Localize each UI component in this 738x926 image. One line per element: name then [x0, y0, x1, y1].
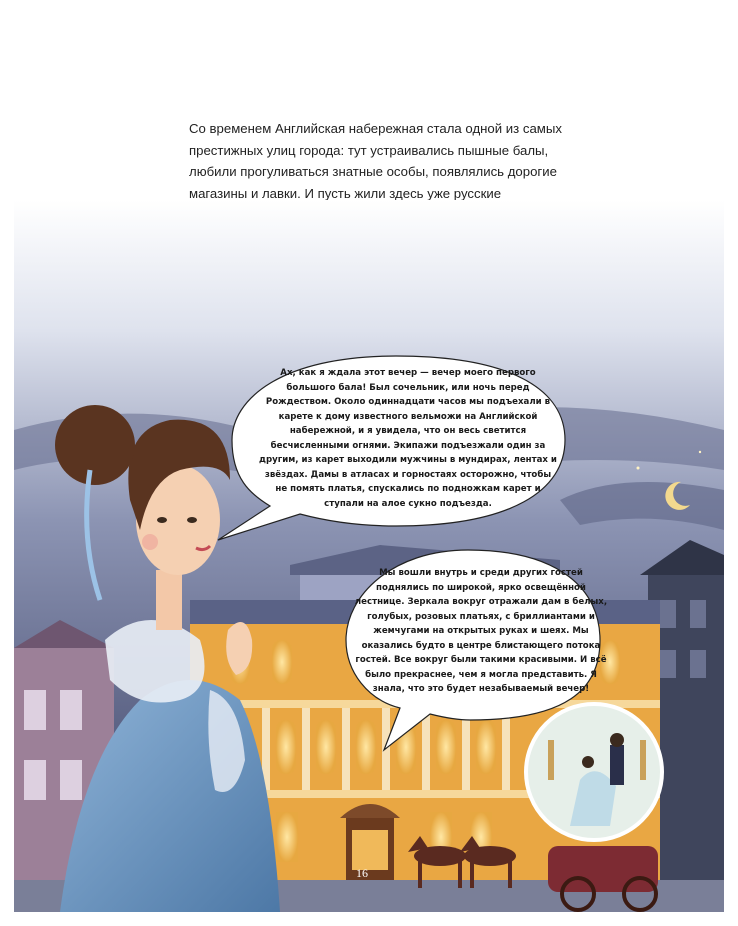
illustration	[14, 200, 724, 912]
speech-text-2: Мы вошли внутрь и среди других гостей поднялись по широкой, ярко освещённой лестнице. Зеркала вокруг отражали дам в белых, голубых, розовых платьях, с бриллиантами и жемчугами на открытых руках и шеях. Мы оказались будто в центре блистающего потока гостей. Все вокруг были такими красивыми. И всё было прекраснее, чем я могла представить. Я знала, что это будет незабываемый вечер!	[354, 568, 608, 694]
page-number: 16	[356, 866, 368, 880]
paragraph-1: Со временем Английская набережная стала одной из самых престижных улиц города: тут устраивались пышные балы, любили прогуливаться знатные особы, появлялись дорогие магазины и лавки. И пусть жили здесь уже русские	[189, 121, 562, 201]
speech-text-1: Ах, как я ждала этот вечер — вечер моего первого большого бала! Был сочельник, или ночь перед Рождеством. Около одиннадцати часов мы подъехали в карете к дому известного вельможи на Английской набережной, и я увидела, что он весь светится бесчисленными огнями. Экипажи подъезжали один за другим, из карет выходили мужчины в мундирах, лентах и звёздах. Дамы в атласах и горностаях осторожно, чтобы не помять платья, спускались по подножкам карет и ступали на алое сукно подъезда.	[259, 368, 557, 509]
